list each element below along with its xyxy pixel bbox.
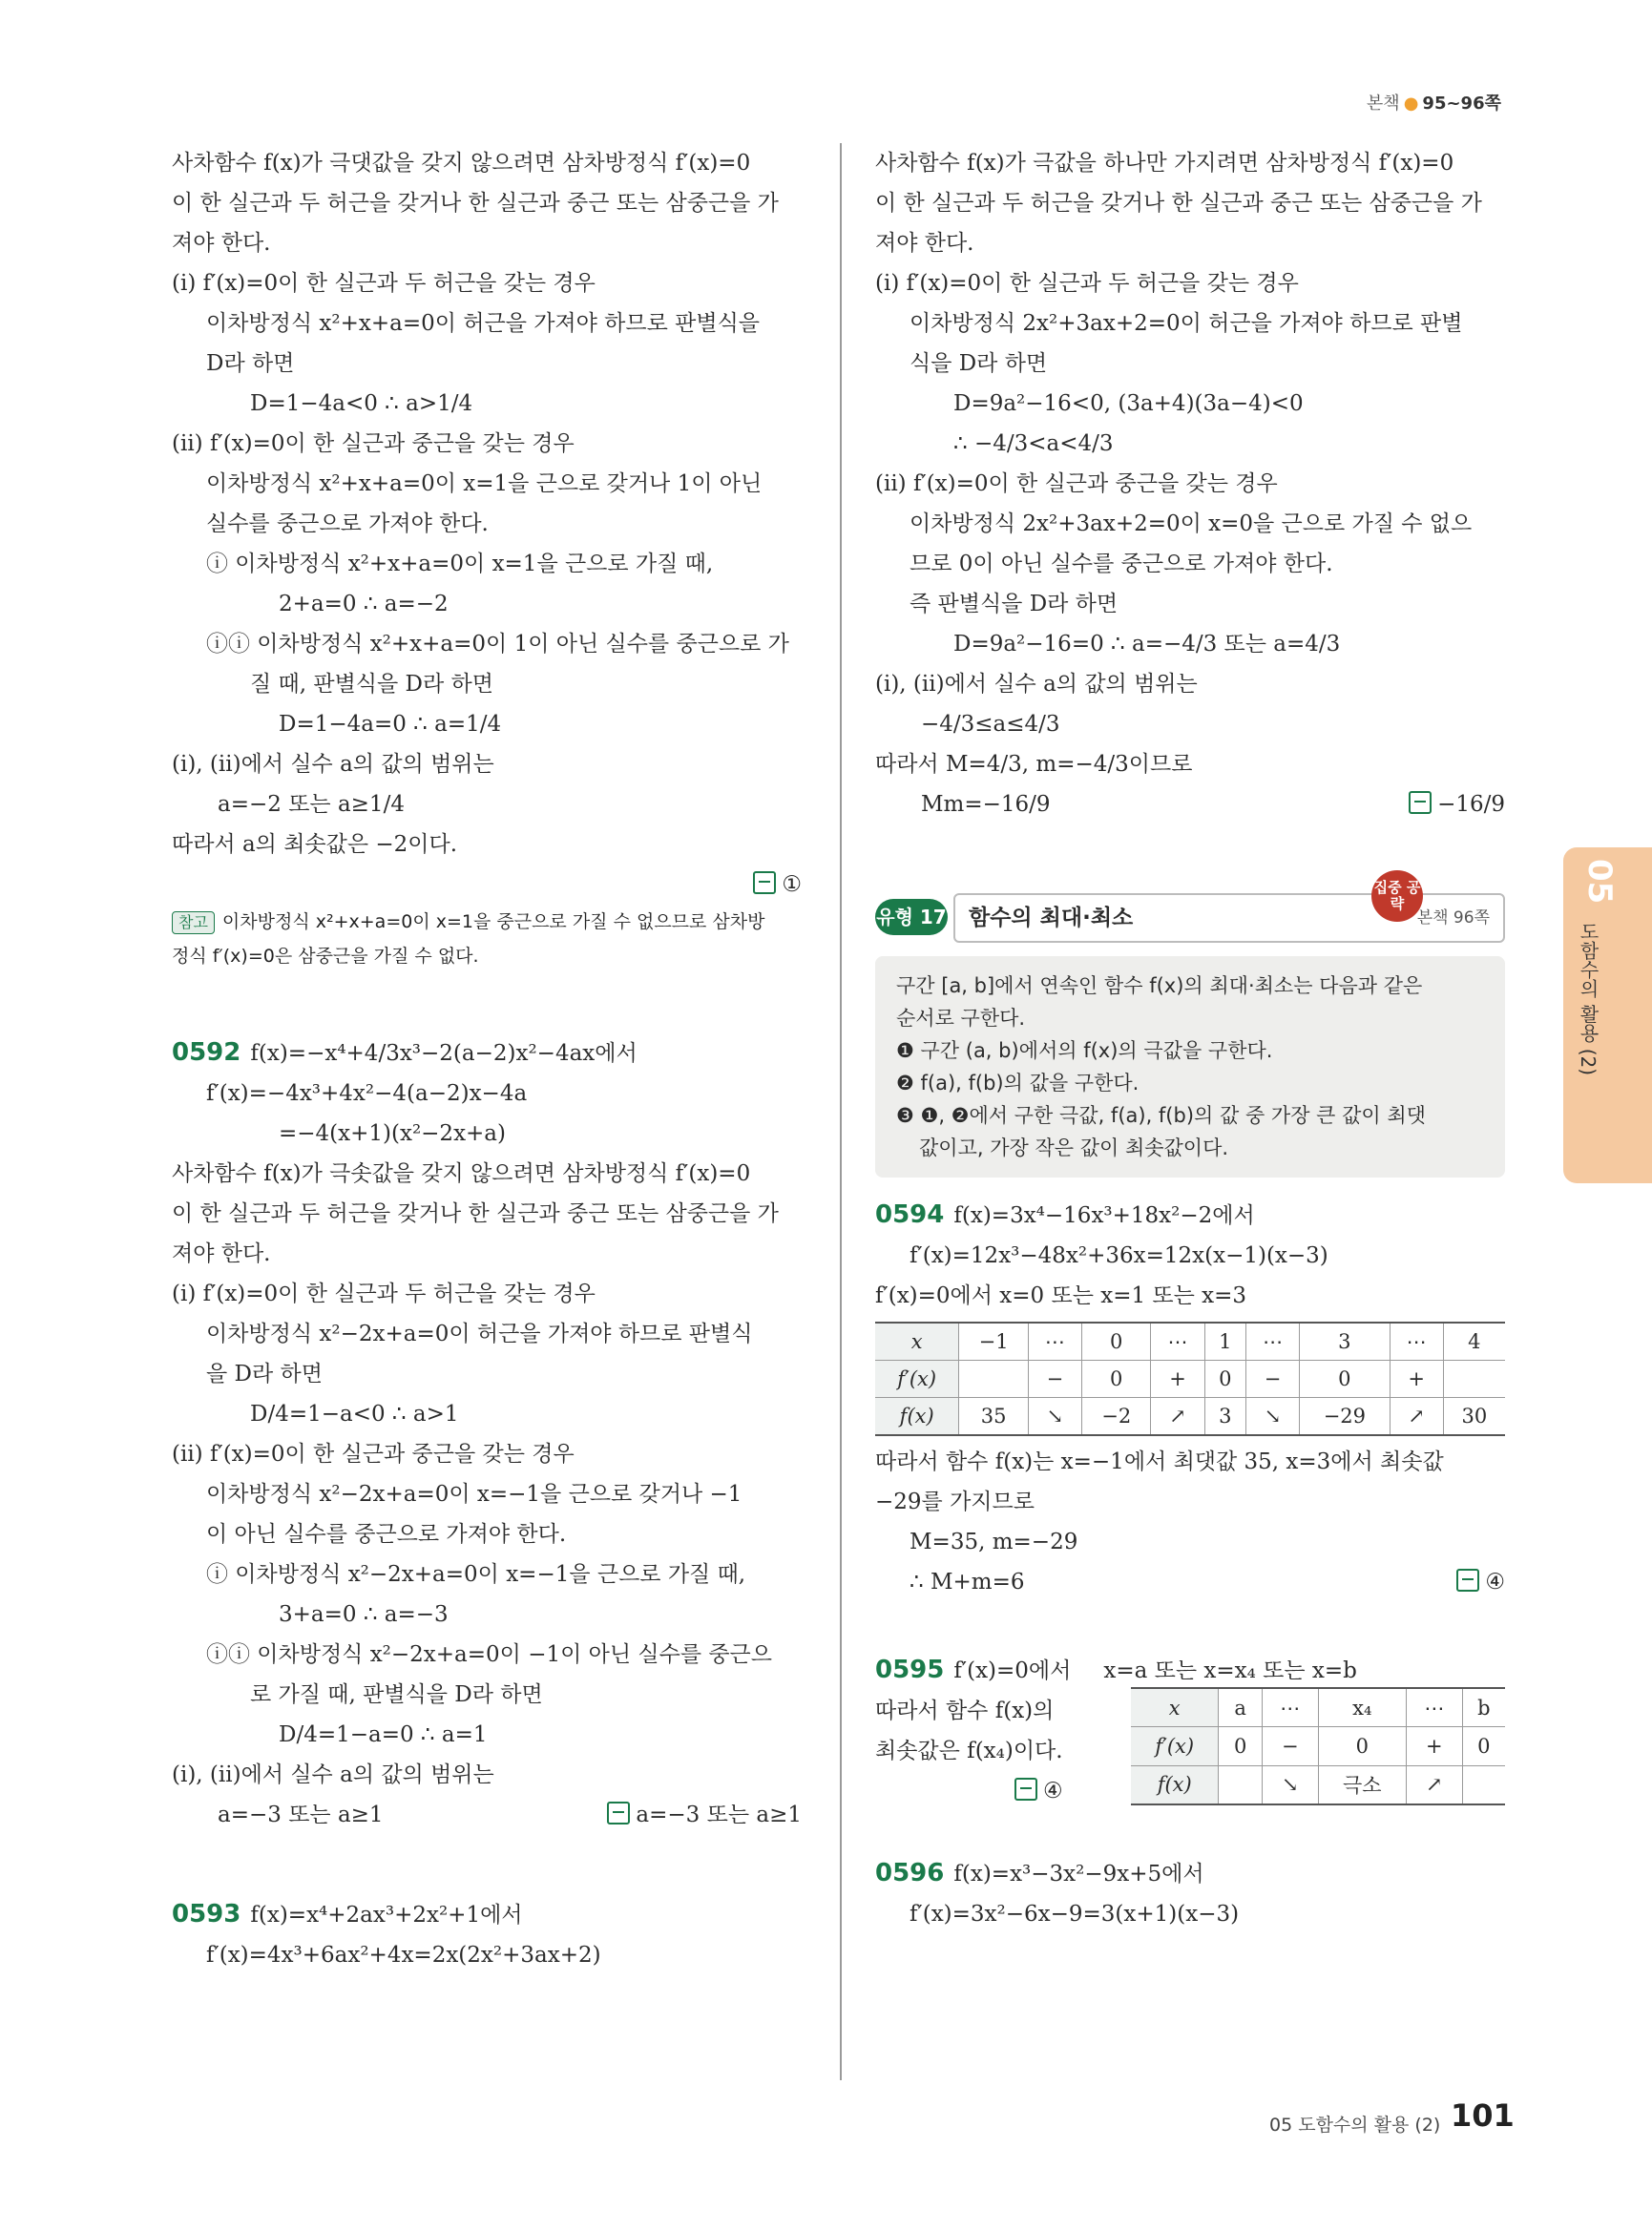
- answer-mark: [1409, 784, 1505, 824]
- table-cell: ⋯: [1262, 1688, 1318, 1727]
- p0595-body: [875, 1691, 1505, 1811]
- problem-number: 0593: [172, 1900, 241, 1929]
- table-cell: 극소: [1318, 1765, 1406, 1804]
- text-line: 이차방정식 x²−2x+a=0이 x=−1을 근으로 갖거나 −1: [206, 1482, 742, 1507]
- product-result: Mm=−16/9: [921, 792, 1051, 817]
- text-line: 로 가질 때, 판별식을 D라 하면: [250, 1682, 543, 1707]
- table-cell: x₄: [1318, 1688, 1406, 1727]
- problem-roots: x=a 또는 x=x₄ 또는 x=b: [1103, 1658, 1357, 1683]
- summary-line: 구간 [a, b]에서 연속인 함수 f(x)의 최대·최소는 다음과 같은: [896, 974, 1423, 997]
- table-cell: 1: [1204, 1323, 1246, 1361]
- page-number: 101: [1451, 2097, 1515, 2134]
- spacer: [875, 1602, 1505, 1650]
- range-result: a=−3 또는 a≥1: [218, 1803, 384, 1827]
- note-line: 정식 f′(x)=0은 삼중근을 가질 수 없다.: [172, 946, 479, 967]
- problem-number: 0594: [875, 1200, 945, 1229]
- text-line: 을 D라 하면: [206, 1362, 323, 1387]
- text-line: 이차방정식 x²−2x+a=0이 허근을 가져야 하므로 판별식: [206, 1322, 753, 1346]
- equation-line: a=−2 또는 a≥1/4: [218, 792, 405, 817]
- text-line: 따라서 a의 최솟값은 −2이다.: [172, 832, 458, 857]
- table-cell: 0: [1462, 1727, 1505, 1765]
- type-badge: 유형 17: [875, 899, 948, 935]
- case-heading: (i) f′(x)=0이 한 실근과 두 허근을 갖는 경우: [172, 1282, 596, 1306]
- summary-step: 값이고, 가장 작은 값이 최솟값이다.: [919, 1136, 1229, 1159]
- equation-line: f′(x)=4x³+6ax²+4x=2x(2x²+3ax+2): [206, 1943, 601, 1968]
- variation-table: [875, 1322, 1505, 1436]
- equation-line: D/4=1−a<0 ∴ a>1: [250, 1402, 459, 1427]
- text-line: 즉 판별식을 D라 하면: [910, 592, 1119, 616]
- table-cell: +: [1407, 1727, 1463, 1765]
- header-dot: ●: [1403, 94, 1419, 114]
- equation-line: 2+a=0 ∴ a=−2: [279, 592, 449, 616]
- table-cell: ↘: [1246, 1398, 1300, 1436]
- type-ref: 본책 96쪽: [1416, 908, 1490, 928]
- subcase-line: ⓘⓘ 이차방정식 x²+x+a=0이 1이 아닌 실수를 중근으로 가: [206, 632, 789, 657]
- problem-0592: [172, 1032, 802, 1074]
- table-cell: ⋯: [1390, 1323, 1443, 1361]
- problem-head: f(x)=x³−3x²−9x+5에서: [953, 1862, 1204, 1887]
- equation-line: =−4(x+1)(x²−2x+a): [279, 1121, 506, 1146]
- text-line: 져야 한다.: [875, 231, 974, 256]
- text-line: (i), (ii)에서 실수 a의 값의 범위는: [172, 752, 494, 777]
- table-cell: ⋯: [1407, 1688, 1463, 1727]
- problem-number: 0595: [875, 1656, 945, 1684]
- answer-value: ①: [782, 872, 802, 897]
- table-cell: 0: [1081, 1323, 1151, 1361]
- summary-line: 순서로 구한다.: [896, 1007, 1026, 1030]
- text-line: 이 한 실근과 두 허근을 갖거나 한 실근과 중근 또는 삼중근을 가: [172, 191, 779, 216]
- answer-icon: [607, 1802, 630, 1824]
- table-cell: ↗: [1390, 1398, 1443, 1436]
- text-line: (i), (ii)에서 실수 a의 값의 범위는: [172, 1762, 494, 1787]
- equation-line: −4/3≤a≤4/3: [921, 712, 1060, 737]
- summary-step: ❸ ❶, ❷에서 구한 극값, f(a), f(b)의 값 중 가장 큰 값이 최댓: [896, 1104, 1426, 1127]
- text-line: 실수를 중근으로 가져야 한다.: [206, 511, 489, 536]
- case-heading: (ii) f′(x)=0이 한 실근과 중근을 갖는 경우: [172, 431, 575, 456]
- table-cell: f′(x): [1131, 1727, 1219, 1765]
- text-line: 이차방정식 2x²+3ax+2=0이 허근을 가져야 하므로 판별: [910, 311, 1463, 336]
- text-line: 사차함수 f(x)가 극값을 하나만 가지려면 삼차방정식 f′(x)=0: [875, 151, 1454, 176]
- answer-icon: [1409, 791, 1432, 814]
- table-cell: −: [1262, 1727, 1318, 1765]
- text-line: 따라서 M=4/3, m=−4/3이므로: [875, 752, 1193, 777]
- equation-line: [875, 1562, 1505, 1602]
- equation-line: f′(x)=3x²−6x−9=3(x+1)(x−3): [910, 1902, 1240, 1927]
- summary-step: ❷ f(a), f(b)의 값을 구한다.: [896, 1072, 1140, 1095]
- table-cell: 30: [1443, 1398, 1505, 1436]
- text-line: 따라서 함수 f(x)는 x=−1에서 최댓값 35, x=3에서 최솟값: [875, 1449, 1444, 1474]
- table-row: [1131, 1688, 1505, 1727]
- problem-head: f(x)=3x⁴−16x³+18x²−2에서: [953, 1203, 1255, 1228]
- text-line: 므로 0이 아닌 실수를 중근으로 가져야 한다.: [910, 552, 1333, 576]
- equation-line: D/4=1−a=0 ∴ a=1: [279, 1722, 488, 1747]
- answer-value: ④: [1485, 1570, 1505, 1595]
- reference-note: [172, 905, 802, 973]
- text-line: −29를 가지므로: [875, 1490, 1035, 1514]
- table-cell: 0: [1318, 1727, 1406, 1765]
- table-cell: f′(x): [875, 1361, 959, 1398]
- text-line: 이 한 실근과 두 허근을 갖거나 한 실근과 중근 또는 삼중근을 가: [875, 191, 1482, 216]
- table-cell: x: [1131, 1688, 1219, 1727]
- right-column: [875, 143, 1505, 1934]
- answer-value: ④: [1042, 1779, 1063, 1804]
- equation-line: M=35, m=−29: [910, 1530, 1078, 1554]
- equation-line: f′(x)=−4x³+4x²−4(a−2)x−4a: [206, 1081, 528, 1106]
- table-cell: ⋯: [1028, 1323, 1081, 1361]
- text-line: 최솟값은 f(x₄)이다.: [875, 1739, 1063, 1763]
- table-cell: b: [1462, 1688, 1505, 1727]
- problem-number: 0592: [172, 1038, 241, 1067]
- table-cell: 3: [1204, 1398, 1246, 1436]
- text-line: 이 아닌 실수를 중근으로 가져야 한다.: [206, 1522, 567, 1547]
- problem-0595: [875, 1650, 1505, 1691]
- text-line: 이 한 실근과 두 허근을 갖거나 한 실근과 중근 또는 삼중근을 가: [172, 1201, 779, 1226]
- table-cell: −29: [1300, 1398, 1391, 1436]
- problem-head: f(x)=x⁴+2ax³+2x²+1에서: [250, 1903, 523, 1928]
- equation-line: f′(x)=0에서 x=0 또는 x=1 또는 x=3: [875, 1283, 1247, 1308]
- table-cell: −1: [959, 1323, 1029, 1361]
- equation-line: 3+a=0 ∴ a=−3: [279, 1602, 449, 1627]
- table-cell: −: [1246, 1361, 1300, 1398]
- summary-step: ❶ 구간 (a, b)에서의 f(x)의 극값을 구한다.: [896, 1039, 1273, 1062]
- case-heading: (ii) f′(x)=0이 한 실근과 중근을 갖는 경우: [875, 471, 1278, 496]
- subcase-line: ⓘ 이차방정식 x²+x+a=0이 x=1을 근으로 가질 때,: [206, 552, 714, 576]
- focus-stamp: 집중 공략: [1371, 870, 1423, 922]
- table-row: [875, 1361, 1505, 1398]
- equation-line: D=1−4a<0 ∴ a>1/4: [250, 391, 473, 416]
- type-title: 함수의 최대·최소: [969, 906, 1134, 930]
- answer-value: a=−3 또는 a≥1: [636, 1803, 802, 1827]
- table-cell: ↗: [1151, 1398, 1204, 1436]
- equation-line: [172, 1795, 802, 1835]
- spacer: [875, 1178, 1505, 1195]
- table-cell: +: [1390, 1361, 1443, 1398]
- table-cell: f(x): [1131, 1765, 1219, 1804]
- page-header: [1367, 90, 1501, 115]
- table-cell: −: [1028, 1361, 1081, 1398]
- spacer: [172, 1835, 802, 1894]
- text-line: 이차방정식 x²+x+a=0이 x=1을 근으로 갖거나 1이 아닌: [206, 471, 763, 496]
- case-heading: (ii) f′(x)=0이 한 실근과 중근을 갖는 경우: [172, 1442, 575, 1467]
- equation-line: D=9a²−16=0 ∴ a=−4/3 또는 a=4/3: [953, 632, 1341, 657]
- text-line: 져야 한다.: [172, 1241, 271, 1266]
- chapter-title: 도함수의 활용 (2): [1577, 922, 1600, 1076]
- table-cell: [1219, 1765, 1263, 1804]
- answer-value: −16/9: [1437, 792, 1505, 817]
- table-cell: ⋯: [1151, 1323, 1204, 1361]
- problem-head: f′(x)=0에서: [953, 1658, 1072, 1683]
- header-book: 본책: [1366, 94, 1400, 114]
- text-line: (i), (ii)에서 실수 a의 값의 범위는: [875, 672, 1198, 697]
- table-cell: ⋯: [1246, 1323, 1300, 1361]
- answer-mark: [172, 865, 802, 905]
- text-line: 따라서 함수 f(x)의: [875, 1699, 1055, 1723]
- table-cell: ↘: [1028, 1398, 1081, 1436]
- variation-table: [1131, 1687, 1505, 1805]
- text-line: 이차방정식 2x²+3ax+2=0이 x=0을 근으로 가질 수 없으: [910, 511, 1473, 536]
- table-cell: a: [1219, 1688, 1263, 1727]
- type-header: [875, 879, 1505, 943]
- table-cell: ↘: [1262, 1765, 1318, 1804]
- table-cell: [959, 1361, 1029, 1398]
- table-cell: ↗: [1407, 1765, 1463, 1804]
- table-row: [1131, 1727, 1505, 1765]
- equation-line: f′(x)=12x³−48x²+36x=12x(x−1)(x−3): [910, 1243, 1328, 1268]
- left-column: [172, 143, 802, 1975]
- problem-0593: [172, 1894, 802, 1935]
- text-line: 식을 D라 하면: [910, 351, 1048, 376]
- spacer: [875, 1811, 1505, 1853]
- column-divider: [840, 143, 842, 2080]
- table-cell: 0: [1204, 1361, 1246, 1398]
- sum-result: ∴ M+m=6: [910, 1570, 1025, 1595]
- equation-line: ∴ −4/3<a<4/3: [953, 431, 1114, 456]
- table-cell: 0: [1219, 1727, 1263, 1765]
- table-cell: [1462, 1765, 1505, 1804]
- table-cell: 0: [1300, 1361, 1391, 1398]
- table-cell: [1443, 1361, 1505, 1398]
- header-pages: 95~96쪽: [1422, 94, 1501, 114]
- table-cell: 4: [1443, 1323, 1505, 1361]
- table-row: [1131, 1765, 1505, 1804]
- answer-icon: [1456, 1569, 1479, 1592]
- subcase-line: ⓘ 이차방정식 x²−2x+a=0이 x=−1을 근으로 가질 때,: [206, 1562, 746, 1587]
- equation-line: D=9a²−16<0, (3a+4)(3a−4)<0: [953, 391, 1304, 416]
- answer-icon: [1014, 1778, 1037, 1801]
- table-cell: f(x): [875, 1398, 959, 1436]
- problem-number: 0596: [875, 1859, 945, 1887]
- case-heading: (i) f′(x)=0이 한 실근과 두 허근을 갖는 경우: [172, 271, 596, 296]
- problem-head: f(x)=−x⁴+4/3x³−2(a−2)x²−4ax에서: [250, 1041, 638, 1066]
- case-heading: (i) f′(x)=0이 한 실근과 두 허근을 갖는 경우: [875, 271, 1299, 296]
- text-line: D라 하면: [206, 351, 295, 376]
- answer-mark: [607, 1795, 802, 1835]
- table-cell: x: [875, 1323, 959, 1361]
- problem-0596: [875, 1853, 1505, 1894]
- problem-0594: [875, 1195, 1505, 1236]
- spacer: [172, 973, 802, 1032]
- summary-box: [875, 956, 1505, 1178]
- text-line: 이차방정식 x²+x+a=0이 허근을 가져야 하므로 판별식을: [206, 311, 761, 336]
- answer-mark: [1456, 1562, 1505, 1602]
- text-line: 져야 한다.: [172, 231, 271, 256]
- text-line: 질 때, 판별식을 D라 하면: [250, 672, 493, 697]
- equation-line: D=1−4a=0 ∴ a=1/4: [279, 712, 502, 737]
- answer-mark: [875, 1771, 1063, 1811]
- table-cell: 3: [1300, 1323, 1391, 1361]
- text-line: 사차함수 f(x)가 극솟값을 갖지 않으려면 삼차방정식 f′(x)=0: [172, 1161, 751, 1186]
- p0595-text: [875, 1691, 1063, 1811]
- chapter-number: 05: [1580, 859, 1619, 905]
- note-tag: 참고: [172, 911, 215, 934]
- table-cell: +: [1151, 1361, 1204, 1398]
- table-cell: −2: [1081, 1398, 1151, 1436]
- table-row: [875, 1398, 1505, 1436]
- answer-icon: [753, 871, 776, 894]
- subcase-line: ⓘⓘ 이차방정식 x²−2x+a=0이 −1이 아닌 실수를 중근으: [206, 1642, 772, 1667]
- table-row: [875, 1323, 1505, 1361]
- footer-chapter: 05 도함수의 활용 (2): [1269, 2115, 1441, 2136]
- text-line: 사차함수 f(x)가 극댓값을 갖지 않으려면 삼차방정식 f′(x)=0: [172, 151, 751, 176]
- table-cell: 35: [959, 1398, 1029, 1436]
- note-line: 이차방정식 x²+x+a=0이 x=1을 중근으로 가질 수 없으므로 삼차방: [221, 911, 765, 932]
- equation-line: [875, 784, 1505, 824]
- table-cell: 0: [1081, 1361, 1151, 1398]
